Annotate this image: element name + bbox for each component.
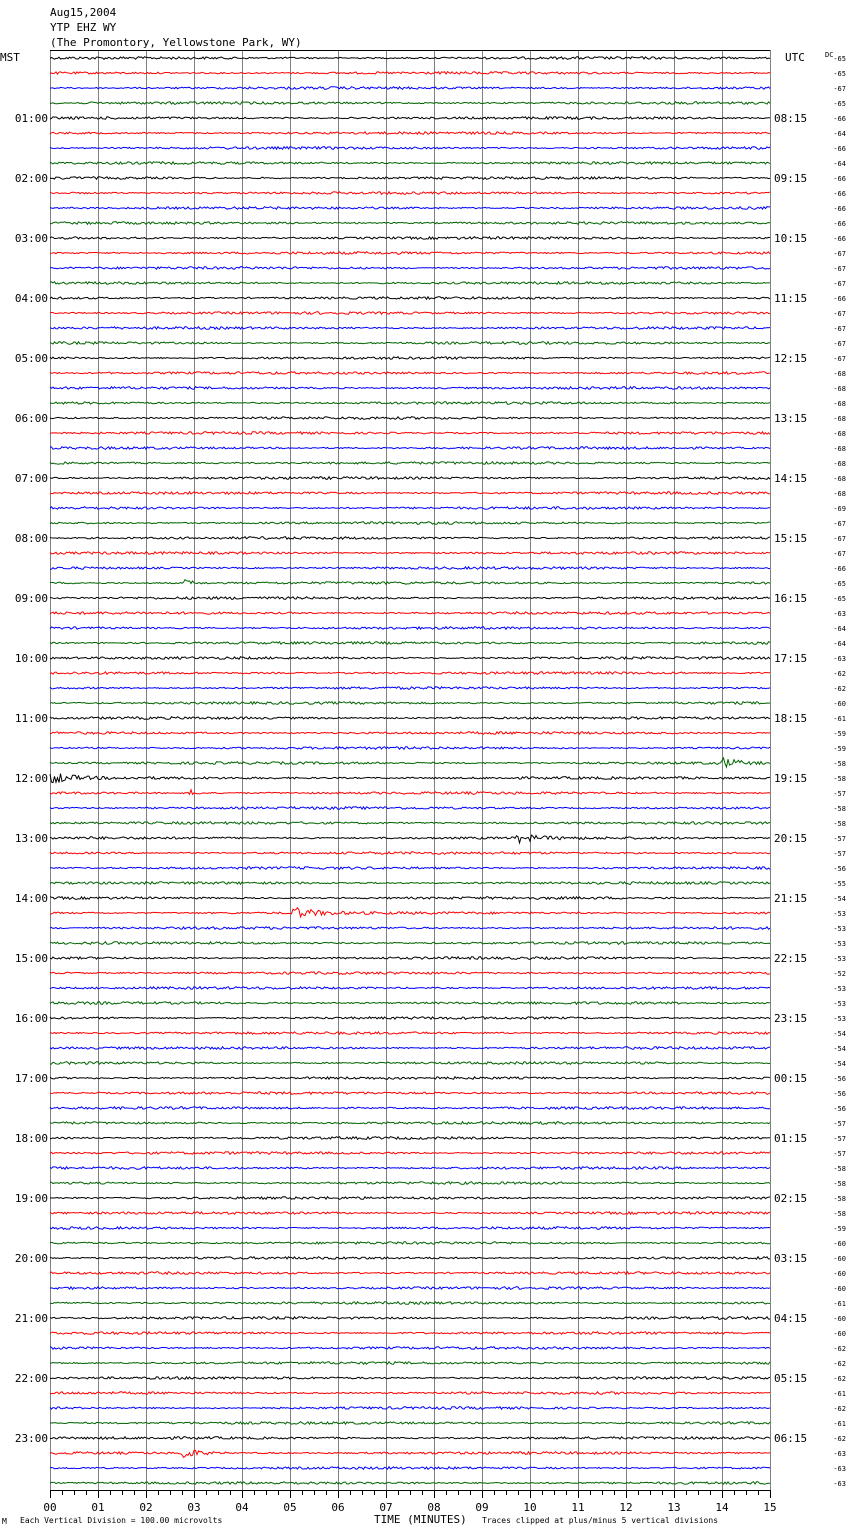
dc-offset-value: -53 — [833, 955, 846, 963]
seismic-trace-line — [50, 387, 770, 390]
seismic-trace-line — [50, 687, 770, 690]
dc-offset-value: -56 — [833, 1090, 846, 1098]
right-hour-label: 17:15 — [774, 652, 808, 665]
dc-offset-value: -66 — [833, 205, 846, 213]
seismic-trace-line — [50, 1152, 770, 1155]
right-hour-label: 11:15 — [774, 292, 808, 305]
dc-offset-value: -67 — [833, 250, 846, 258]
seismic-trace-line — [50, 1197, 770, 1200]
left-hour-label: 21:00 — [14, 1312, 48, 1325]
left-hour-label: 02:00 — [14, 172, 48, 185]
seismic-trace-line — [50, 357, 770, 360]
dc-offset-value: -54 — [833, 1045, 846, 1053]
dc-offset-value: -53 — [833, 1015, 846, 1023]
dc-offset-value: -67 — [833, 340, 846, 348]
dc-offset-value: -60 — [833, 1270, 846, 1278]
dc-offset-value: -65 — [833, 580, 846, 588]
dc-offset-value: -65 — [833, 100, 846, 108]
dc-offset-value: -60 — [833, 1255, 846, 1263]
seismic-trace-line — [50, 1167, 770, 1170]
dc-offset-value: -53 — [833, 910, 846, 918]
seismic-trace-line — [50, 835, 770, 843]
right-hour-label: 10:15 — [774, 232, 808, 245]
dc-offset-value: -64 — [833, 625, 846, 633]
x-tick-label: 09 — [475, 1501, 489, 1514]
seismic-trace-line — [50, 162, 770, 165]
dc-offset-value: -63 — [833, 1465, 846, 1473]
seismic-trace-line — [50, 492, 770, 495]
x-tick-label: 04 — [235, 1501, 249, 1514]
seismic-trace-line — [50, 177, 770, 180]
seismic-trace-line — [50, 1062, 770, 1065]
dc-offset-column — [833, 55, 846, 1488]
seismic-trace-line — [50, 758, 770, 767]
dc-offset-value: -66 — [833, 220, 846, 228]
dc-offset-value: -62 — [833, 670, 846, 678]
left-hour-label: 13:00 — [14, 832, 48, 845]
seismic-trace-line — [50, 267, 770, 270]
dc-offset-value: -53 — [833, 925, 846, 933]
right-hour-label: 06:15 — [774, 1432, 808, 1445]
left-hour-label: 16:00 — [14, 1012, 48, 1025]
seismic-trace-line — [50, 237, 770, 240]
seismic-trace-line — [50, 702, 770, 705]
dc-offset-value: -63 — [833, 1450, 846, 1458]
dc-offset-value: -58 — [833, 760, 846, 768]
seismic-trace-line — [50, 852, 770, 855]
seismic-trace-line — [50, 87, 770, 90]
dc-offset-value: -67 — [833, 535, 846, 543]
x-axis-title: TIME (MINUTES) — [374, 1513, 467, 1526]
dc-offset-value: -60 — [833, 1315, 846, 1323]
seismic-trace-line — [50, 1092, 770, 1095]
dc-offset-value: -63 — [833, 1480, 846, 1488]
dc-offset-value: -60 — [833, 1240, 846, 1248]
dc-offset-value: -67 — [833, 550, 846, 558]
dc-offset-value: -62 — [833, 1375, 846, 1383]
seismic-trace-line — [50, 942, 770, 945]
dc-offset-value: -67 — [833, 325, 846, 333]
seismic-trace-line — [50, 790, 770, 795]
seismic-trace-line — [50, 342, 770, 345]
x-tick-label: 15 — [763, 1501, 777, 1514]
right-hour-label: 21:15 — [774, 892, 808, 905]
left-hour-label: 03:00 — [14, 232, 48, 245]
seismic-trace-line — [50, 1122, 770, 1125]
seismic-trace-line — [50, 774, 770, 783]
dc-offset-value: -67 — [833, 310, 846, 318]
left-hour-label: 15:00 — [14, 952, 48, 965]
dc-offset-value: -63 — [833, 610, 846, 618]
seismic-trace-line — [50, 312, 770, 315]
x-tick-label: 14 — [715, 1501, 729, 1514]
dc-offset-value: -66 — [833, 145, 846, 153]
dc-offset-value: -65 — [833, 70, 846, 78]
dc-offset-value: -62 — [833, 685, 846, 693]
chart-date: Aug15,2004 — [50, 6, 117, 19]
seismic-trace-line — [50, 1362, 770, 1365]
seismic-trace-line — [50, 908, 770, 917]
dc-offset-value: -68 — [833, 445, 846, 453]
x-tick-label: 10 — [523, 1501, 537, 1514]
seismic-trace-line — [50, 1437, 770, 1440]
seismic-trace-line — [50, 537, 770, 540]
station-location: (The Promontory, Yellowstone Park, WY) — [50, 36, 302, 49]
dc-offset-value: -60 — [833, 1330, 846, 1338]
right-hour-label: 18:15 — [774, 712, 808, 725]
seismic-trace-line — [50, 1377, 770, 1380]
left-hour-label: 20:00 — [14, 1252, 48, 1265]
right-hour-label: 02:15 — [774, 1192, 808, 1205]
dc-offset-value: -59 — [833, 745, 846, 753]
left-hour-label: 07:00 — [14, 472, 48, 485]
dc-offset-value: -66 — [833, 175, 846, 183]
dc-offset-value: -53 — [833, 985, 846, 993]
seismic-trace-line — [50, 1017, 770, 1020]
dc-offset-value: -68 — [833, 415, 846, 423]
seismic-trace-line — [50, 1332, 770, 1335]
dc-offset-value: -62 — [833, 1345, 846, 1353]
dc-offset-value: -68 — [833, 385, 846, 393]
seismic-trace-line — [50, 102, 770, 105]
station-code: YTP EHZ WY — [50, 21, 117, 34]
right-hour-label: 22:15 — [774, 952, 808, 965]
dc-offset-value: -68 — [833, 400, 846, 408]
dc-offset-value: -62 — [833, 1405, 846, 1413]
left-hour-label: 12:00 — [14, 772, 48, 785]
x-tick-label: 01 — [91, 1501, 105, 1514]
seismic-trace-line — [50, 1212, 770, 1215]
seismic-trace-line — [50, 1107, 770, 1110]
dc-offset-value: -67 — [833, 520, 846, 528]
seismic-trace-line — [50, 1077, 770, 1080]
dc-offset-value: -59 — [833, 1225, 846, 1233]
dc-offset-value: -62 — [833, 1360, 846, 1368]
seismic-trace-line — [50, 132, 770, 135]
seismic-trace-line — [50, 747, 770, 750]
seismic-trace-line — [50, 987, 770, 990]
left-hour-label: 19:00 — [14, 1192, 48, 1205]
seismic-trace-line — [50, 57, 770, 60]
seismic-trace-line — [50, 507, 770, 510]
seismic-trace-line — [50, 1227, 770, 1230]
seismic-trace-line — [50, 522, 770, 525]
dc-offset-value: -57 — [833, 1150, 846, 1158]
seismic-trace-line — [50, 717, 770, 720]
footer-mark: M — [2, 1517, 7, 1526]
dc-offset-value: -58 — [833, 805, 846, 813]
right-hour-label: 01:15 — [774, 1132, 808, 1145]
seismic-traces — [50, 57, 770, 1485]
seismic-trace-line — [50, 417, 770, 420]
left-hour-label: 23:00 — [14, 1432, 48, 1445]
seismic-trace-line — [50, 372, 770, 375]
seismic-trace-line — [50, 1272, 770, 1275]
dc-offset-value: -66 — [833, 295, 846, 303]
left-hour-label: 22:00 — [14, 1372, 48, 1385]
dc-offset-value: -61 — [833, 1420, 846, 1428]
right-hour-label: 00:15 — [774, 1072, 808, 1085]
left-timezone-label: MST — [0, 51, 20, 64]
seismic-trace-line — [50, 1002, 770, 1005]
right-hour-label: 13:15 — [774, 412, 808, 425]
dc-offset-value: -67 — [833, 265, 846, 273]
x-tick-label: 05 — [283, 1501, 297, 1514]
dc-offset-value: -57 — [833, 850, 846, 858]
dc-offset-value: -65 — [833, 55, 846, 63]
seismic-trace-line — [50, 552, 770, 555]
seismic-trace-line — [50, 1467, 770, 1470]
dc-offset-value: -56 — [833, 1075, 846, 1083]
dc-offset-value: -57 — [833, 1135, 846, 1143]
right-hour-label: 05:15 — [774, 1372, 808, 1385]
seismic-trace-line — [50, 867, 770, 870]
seismic-trace-line — [50, 252, 770, 255]
right-hour-label: 08:15 — [774, 112, 808, 125]
time-axis — [43, 1490, 776, 1514]
seismic-trace-line — [50, 580, 770, 585]
seismic-trace-line — [50, 1482, 770, 1485]
dc-offset-value: -68 — [833, 490, 846, 498]
seismic-trace-line — [50, 1392, 770, 1395]
seismic-trace-line — [50, 882, 770, 885]
dc-offset-value: -66 — [833, 115, 846, 123]
seismic-trace-line — [50, 1257, 770, 1260]
seismic-trace-line — [50, 282, 770, 285]
seismic-trace-line — [50, 402, 770, 405]
seismic-trace-line — [50, 327, 770, 330]
left-hour-label: 01:00 — [14, 112, 48, 125]
seismic-trace-line — [50, 627, 770, 630]
dc-offset-value: -68 — [833, 430, 846, 438]
scale-note: Each Vertical Division = 100.00 microvolts — [20, 1516, 223, 1525]
seismic-trace-line — [50, 447, 770, 450]
left-hour-label: 08:00 — [14, 532, 48, 545]
right-hour-label: 04:15 — [774, 1312, 808, 1325]
right-hour-label: 03:15 — [774, 1252, 808, 1265]
clip-note: Traces clipped at plus/minus 5 vertical divisions — [482, 1516, 719, 1525]
right-hour-label: 09:15 — [774, 172, 808, 185]
dc-offset-value: -52 — [833, 970, 846, 978]
seismic-trace-line — [50, 597, 770, 600]
seismic-trace-line — [50, 1287, 770, 1290]
seismic-trace-line — [50, 1032, 770, 1034]
seismic-trace-line — [50, 732, 770, 735]
seismic-trace-line — [50, 1347, 770, 1350]
seismic-trace-line — [50, 1047, 770, 1050]
seismic-trace-line — [50, 642, 770, 645]
dc-offset-value: -61 — [833, 1390, 846, 1398]
seismic-trace-line — [50, 222, 770, 225]
dc-offset-value: -61 — [833, 715, 846, 723]
dc-offset-value: -54 — [833, 1060, 846, 1068]
seismic-trace-line — [50, 657, 770, 660]
dc-offset-value: -60 — [833, 700, 846, 708]
dc-offset-value: -58 — [833, 1195, 846, 1203]
dc-offset-value: -65 — [833, 595, 846, 603]
seismic-trace-line — [50, 432, 770, 435]
minute-gridlines — [50, 50, 771, 1490]
right-hour-label: 14:15 — [774, 472, 808, 485]
dc-offset-value: -53 — [833, 940, 846, 948]
x-tick-label: 00 — [43, 1501, 57, 1514]
seismic-trace-line — [50, 807, 770, 810]
dc-offset-value: -61 — [833, 1300, 846, 1308]
seismic-trace-line — [50, 297, 770, 300]
dc-offset-header: DC — [825, 51, 834, 59]
dc-offset-value: -58 — [833, 1165, 846, 1173]
seismic-trace-line — [50, 462, 770, 465]
seismic-trace-line — [50, 957, 770, 960]
left-hour-label: 04:00 — [14, 292, 48, 305]
seismic-trace-line — [50, 1407, 770, 1410]
right-hour-label: 23:15 — [774, 1012, 808, 1025]
dc-offset-value: -67 — [833, 280, 846, 288]
seismic-trace-line — [50, 1182, 770, 1185]
dc-offset-value: -58 — [833, 1180, 846, 1188]
left-hour-label: 11:00 — [14, 712, 48, 725]
right-hour-label: 19:15 — [774, 772, 808, 785]
dc-offset-value: -66 — [833, 235, 846, 243]
x-tick-label: 06 — [331, 1501, 345, 1514]
seismic-trace-line — [50, 1450, 770, 1457]
left-hour-label: 10:00 — [14, 652, 48, 665]
seismic-trace-line — [50, 822, 770, 825]
right-hour-label: 16:15 — [774, 592, 808, 605]
dc-offset-value: -68 — [833, 370, 846, 378]
dc-offset-value: -59 — [833, 730, 846, 738]
left-hour-label: 05:00 — [14, 352, 48, 365]
seismic-trace-line — [50, 927, 770, 930]
right-hour-label: 15:15 — [774, 532, 808, 545]
seismic-trace-line — [50, 477, 770, 480]
seismic-trace-line — [50, 117, 770, 120]
right-hour-label: 20:15 — [774, 832, 808, 845]
dc-offset-value: -67 — [833, 85, 846, 93]
seismic-trace-line — [50, 672, 770, 675]
dc-offset-value: -64 — [833, 640, 846, 648]
x-tick-label: 02 — [139, 1501, 153, 1514]
left-hour-label: 18:00 — [14, 1132, 48, 1145]
dc-offset-value: -57 — [833, 835, 846, 843]
seismic-trace-line — [50, 192, 770, 195]
dc-offset-value: -63 — [833, 655, 846, 663]
seismic-trace-line — [50, 1242, 770, 1245]
x-tick-label: 12 — [619, 1501, 633, 1514]
seismic-trace-line — [50, 72, 770, 74]
seismic-trace-line — [50, 1317, 770, 1320]
seismic-trace-line — [50, 147, 770, 150]
dc-offset-value: -62 — [833, 1435, 846, 1443]
x-tick-label: 07 — [379, 1501, 393, 1514]
dc-offset-value: -56 — [833, 1105, 846, 1113]
dc-offset-value: -53 — [833, 1000, 846, 1008]
seismic-trace-line — [50, 567, 770, 570]
dc-offset-value: -66 — [833, 190, 846, 198]
dc-offset-value: -57 — [833, 1120, 846, 1128]
seismic-trace-line — [50, 1302, 770, 1305]
dc-offset-value: -58 — [833, 1210, 846, 1218]
seismic-trace-line — [50, 972, 770, 975]
seismic-trace-line — [50, 612, 770, 615]
x-tick-label: 08 — [427, 1501, 441, 1514]
left-hour-label: 14:00 — [14, 892, 48, 905]
dc-offset-value: -66 — [833, 565, 846, 573]
x-tick-label: 11 — [571, 1501, 585, 1514]
seismic-trace-line — [50, 207, 770, 210]
dc-offset-value: -55 — [833, 880, 846, 888]
left-hour-label: 17:00 — [14, 1072, 48, 1085]
dc-offset-value: -54 — [833, 1030, 846, 1038]
dc-offset-value: -60 — [833, 1285, 846, 1293]
dc-offset-value: -58 — [833, 775, 846, 783]
right-timezone-label: UTC — [785, 51, 805, 64]
left-hour-label: 09:00 — [14, 592, 48, 605]
seismic-trace-line — [50, 1422, 770, 1425]
x-tick-label: 03 — [187, 1501, 201, 1514]
dc-offset-value: -58 — [833, 820, 846, 828]
dc-offset-value: -67 — [833, 355, 846, 363]
dc-offset-value: -68 — [833, 460, 846, 468]
dc-offset-value: -57 — [833, 790, 846, 798]
left-hour-label: 06:00 — [14, 412, 48, 425]
seismic-trace-line — [50, 1137, 770, 1140]
dc-offset-value: -64 — [833, 160, 846, 168]
seismic-trace-line — [50, 897, 770, 900]
x-tick-label: 13 — [667, 1501, 681, 1514]
dc-offset-value: -54 — [833, 895, 846, 903]
dc-offset-value: -69 — [833, 505, 846, 513]
dc-offset-value: -64 — [833, 130, 846, 138]
dc-offset-value: -56 — [833, 865, 846, 873]
dc-offset-value: -68 — [833, 475, 846, 483]
right-hour-label: 12:15 — [774, 352, 808, 365]
